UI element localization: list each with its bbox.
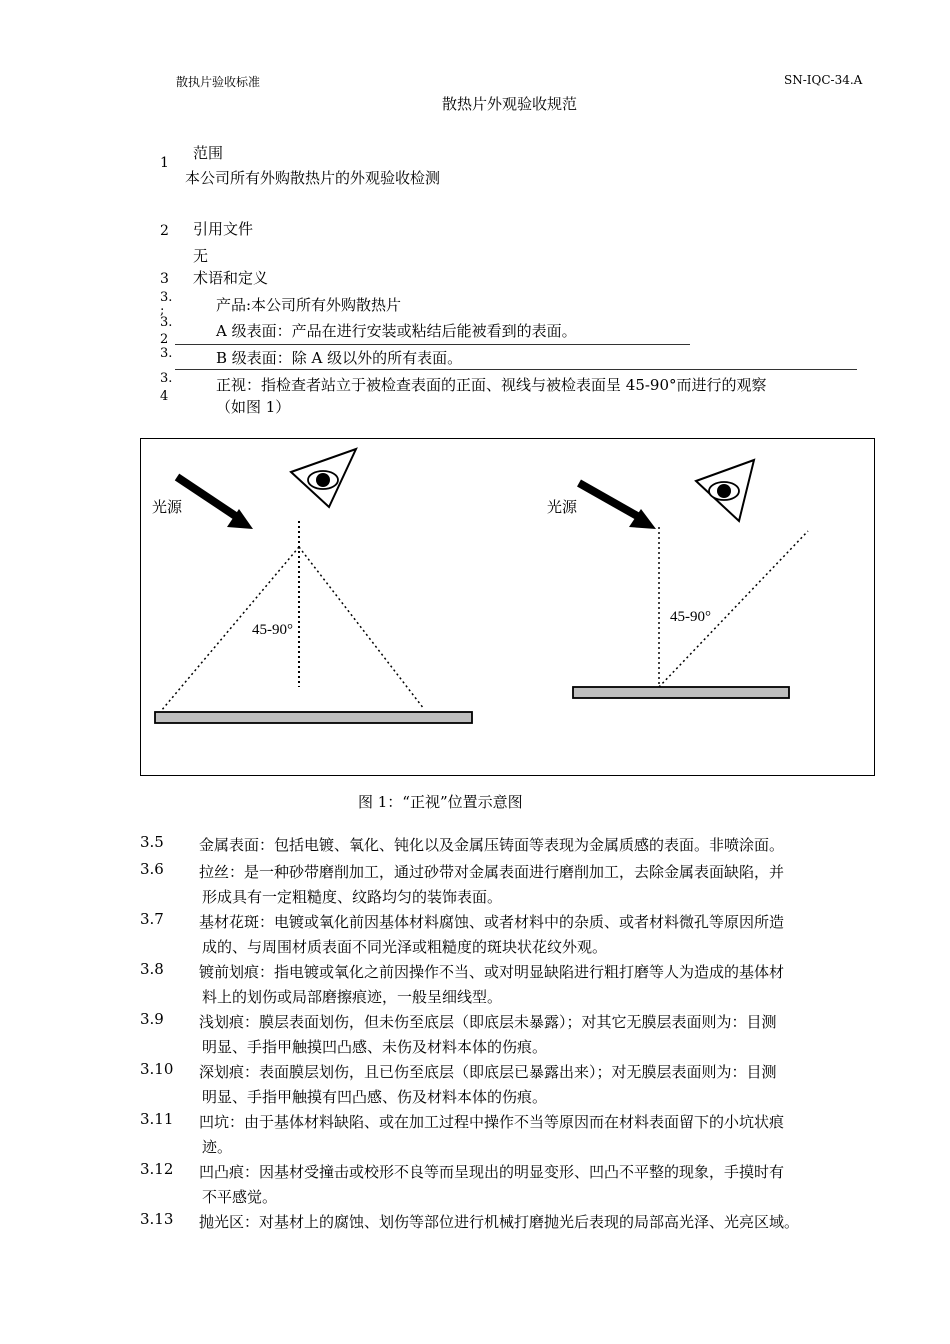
definition-number: 3.7 <box>140 910 164 928</box>
definition-number: 3.9 <box>140 1010 164 1028</box>
definition-text: 抛光区：对基材上的腐蚀、划伤等部位进行机械打磨抛光后表现的局部高光泽、光亮区域。 <box>199 1213 800 1231</box>
term-number-fragment: ; <box>160 303 165 318</box>
sight-line <box>299 547 424 709</box>
definition-text: 成的、与周围材质表面不同光泽或粗糙度的斑块状花纹外观。 <box>202 938 608 956</box>
header-right: SN-IQC-34.A <box>784 73 863 87</box>
term-number: 3. <box>160 346 173 361</box>
term-text: B 级表面：除 A 级以外的所有表面。 <box>216 349 463 367</box>
definition-text: 凹坑：由于基体材料缺陷、或在加工过程中操作不当等原因而在材料表面留下的小坑状痕 <box>199 1113 785 1131</box>
definition-text: 迹。 <box>202 1138 233 1156</box>
light-source-label: 光源 <box>152 500 183 516</box>
surface-plate <box>155 712 472 723</box>
definition-text: 形成具有一定粗糙度、纹路均匀的装饰表面。 <box>202 888 503 906</box>
term-number: 3. <box>160 371 173 386</box>
definition-text: 浅划痕：膜层表面划伤，但未伤至底层（即底层未暴露）；对其它无膜层表面则为：目测 <box>199 1013 777 1031</box>
light-arrow-icon <box>579 483 656 529</box>
light-arrow-icon <box>177 477 253 529</box>
term-number-suffix: 2 <box>160 332 169 347</box>
section-title: 引用文件 <box>193 220 254 238</box>
section-body: 无 <box>193 247 209 265</box>
figure-frame <box>140 438 875 776</box>
eye-icon <box>291 449 356 507</box>
row-rule <box>175 344 690 345</box>
angle-label: 45-90° <box>670 609 711 625</box>
definition-text: 料上的划伤或局部磨擦痕迹，一般呈细线型。 <box>202 988 503 1006</box>
angle-label: 45-90° <box>252 622 293 638</box>
figure-caption: 图 1：“正视”位置示意图 <box>358 793 523 811</box>
definition-number: 3.8 <box>140 960 164 978</box>
definition-number: 3.6 <box>140 860 164 878</box>
section-title: 术语和定义 <box>193 269 269 287</box>
definition-text: 深划痕：表面膜层划伤，且已伤至底层（即底层已暴露出来）；对无膜层表面则为：目测 <box>199 1063 777 1081</box>
definition-text: 拉丝：是一种砂带磨削加工，通过砂带对金属表面进行磨削加工，去除金属表面缺陷，并 <box>199 863 785 881</box>
definition-text: 明显、手指甲触摸凹凸感、未伤及材料本体的伤痕。 <box>202 1038 548 1056</box>
definition-number: 3.5 <box>140 833 164 851</box>
definition-text: 镀前划痕：指电镀或氧化之前因操作不当、或对明显缺陷进行粗打磨等人为造成的基体材 <box>199 963 785 981</box>
definition-number: 3.13 <box>140 1210 174 1228</box>
front-view-diagram <box>141 439 876 777</box>
term-number-suffix: 4 <box>160 389 169 404</box>
term-text: 正视：指检查者站立于被检查表面的正面、视线与被检表面呈 45-90°而进行的观察 <box>216 376 767 394</box>
section-body: 本公司所有外购散热片的外观验收检测 <box>185 169 441 187</box>
section-number: 3 <box>160 271 169 287</box>
term-text: A 级表面：产品在进行安装或粘结后能被看到的表面。 <box>216 322 577 340</box>
term-number: 3. <box>160 290 173 305</box>
definition-text: 金属表面：包括电镀、氧化、钝化以及金属压铸面等表现为金属质感的表面。非喷涂面。 <box>199 836 785 854</box>
section-number: 2 <box>160 223 169 239</box>
term-text: 产品:本公司所有外购散热片 <box>216 296 402 314</box>
definition-text: 明显、手指甲触摸有凹凸感、伤及材料本体的伤痕。 <box>202 1088 548 1106</box>
term-text-continuation: （如图 1） <box>216 398 291 416</box>
section-number: 1 <box>160 155 169 171</box>
definition-text: 凹凸痕：因基材受撞击或校形不良等而呈现出的明显变形、凹凸不平整的现象，手摸时有 <box>199 1163 785 1181</box>
light-source-label: 光源 <box>547 500 578 516</box>
document-title: 散热片外观验收规范 <box>442 95 578 113</box>
definition-text: 基材花斑：电镀或氧化前因基体材料腐蚀、或者材料中的杂质、或者材料微孔等原因所造 <box>199 913 785 931</box>
definition-text: 不平感觉。 <box>202 1188 278 1206</box>
definition-number: 3.12 <box>140 1160 174 1178</box>
header-left: 散执片验收标准 <box>176 75 261 89</box>
term-number: 3. <box>160 315 173 330</box>
section-title: 范围 <box>193 144 224 162</box>
row-rule <box>175 369 857 370</box>
surface-plate <box>573 687 789 698</box>
definition-number: 3.10 <box>140 1060 174 1078</box>
definition-number: 3.11 <box>140 1110 174 1128</box>
eye-icon <box>696 460 754 521</box>
